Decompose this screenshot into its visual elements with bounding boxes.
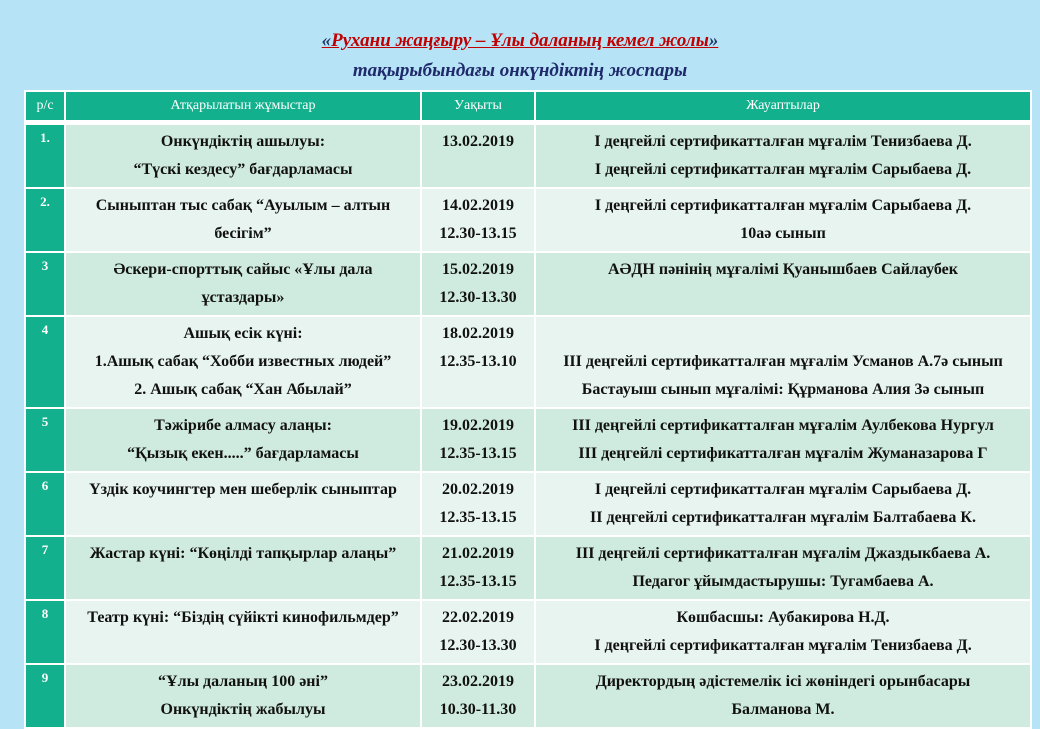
- table-header-row: [26, 92, 1030, 123]
- table-row: [26, 125, 1030, 187]
- work-line: бесігім”: [214, 225, 272, 242]
- responsible-line: ІІ деңгейлі сертификатталған мұғалім Балтабаева К.: [590, 509, 976, 526]
- work-line: “Ұлы даланың 100 әні”: [158, 673, 328, 690]
- time-line: 18.02.2019: [442, 325, 514, 342]
- time-cell: [422, 189, 534, 251]
- work-cell: [66, 473, 420, 535]
- responsible-line: Балманова М.: [731, 701, 835, 718]
- responsible-line: Көшбасшы: Аубакирова Н.Д.: [676, 609, 890, 626]
- time-line: 12.30-13.30: [439, 289, 517, 306]
- responsible-cell: [536, 473, 1030, 535]
- time-cell: [422, 473, 534, 535]
- responsible-cell: [536, 665, 1030, 727]
- responsible-line: Директордың әдістемелік ісі жөніндегі орынбасары: [595, 673, 971, 690]
- responsible-line: І деңгейлі сертификатталған мұғалім Тенизбаева Д.: [594, 637, 972, 654]
- responsible-cell: [536, 317, 1030, 407]
- work-cell: [66, 537, 420, 599]
- responsible-line: [538, 320, 1028, 348]
- time-line: 10.30-11.30: [439, 701, 517, 718]
- work-line: Жастар күні: “Көңілді тапқырлар алаңы”: [89, 545, 397, 562]
- time-cell: [422, 537, 534, 599]
- time-line: 22.02.2019: [442, 609, 514, 626]
- responsible-line: ІІІ деңгейлі сертификатталған мұғалім Усманов А.7ә сынып: [563, 353, 1003, 370]
- work-line: Үздік коучингтер мен шеберлік сыныптар: [89, 481, 397, 498]
- column-header-number: р/с: [26, 92, 64, 123]
- time-line: 12.35-13.15: [439, 573, 517, 590]
- work-line: “Қызық екен.....” бағдарламасы: [127, 445, 359, 462]
- plan-subtitle: тақырыбындағы онкүндіктің жоспары: [352, 60, 688, 81]
- table-row: [26, 189, 1030, 251]
- work-line: Әскери-спорттық сайыс «Ұлы дала: [113, 261, 373, 278]
- responsible-line: АӘДН пәнінің мұғалімі Қуанышбаев Сайлаубек: [608, 261, 958, 278]
- time-line: 12.35-13.10: [439, 353, 517, 370]
- plan-title: [0, 30, 1040, 52]
- time-line: 20.02.2019: [442, 481, 514, 498]
- time-line: 21.02.2019: [442, 545, 514, 562]
- table-row: [26, 601, 1030, 663]
- responsible-cell: [536, 409, 1030, 471]
- work-line: Онкүндіктің ашылуы:: [160, 133, 326, 150]
- responsible-line: Бастауыш сынып мұғалімі: Құрманова Алия 3ә сынып: [581, 381, 985, 398]
- time-line: 19.02.2019: [442, 417, 514, 434]
- responsible-cell: [536, 189, 1030, 251]
- time-line: 14.02.2019: [442, 197, 514, 214]
- plan-table: [24, 90, 1032, 729]
- column-header-time: Уақыты: [422, 92, 534, 123]
- work-cell: [66, 601, 420, 663]
- time-line: 12.35-13.15: [439, 445, 517, 462]
- row-number: 1.: [26, 125, 64, 187]
- responsible-line: І деңгейлі сертификатталған мұғалім Сарыбаева Д.: [594, 481, 972, 498]
- responsible-line: ІІІ деңгейлі сертификатталған мұғалім Жуманазарова Г: [578, 445, 988, 462]
- time-cell: [422, 601, 534, 663]
- table-row: [26, 409, 1030, 471]
- work-cell: [66, 125, 420, 187]
- work-line: Театр күні: “Біздің сүйікті кинофильмдер”: [87, 609, 399, 626]
- responsible-line: ІІІ деңгейлі сертификатталған мұғалім Аулбекова Нургул: [572, 417, 994, 434]
- responsible-line: І деңгейлі сертификатталған мұғалім Тенизбаева Д.: [594, 133, 972, 150]
- work-cell: [66, 253, 420, 315]
- title-open-quote: «: [321, 30, 332, 51]
- time-cell: [422, 665, 534, 727]
- work-line: Ашық есік күні:: [183, 325, 303, 342]
- work-line: 1.Ашық сабақ “Хобби известных людей”: [94, 353, 392, 370]
- work-line: Сыныптан тыс сабақ “Ауылым – алтын: [95, 197, 391, 214]
- time-cell: [422, 317, 534, 407]
- work-line: 2. Ашық сабақ “Хан Абылай”: [134, 381, 352, 398]
- row-number: 7: [26, 537, 64, 599]
- row-number: 4: [26, 317, 64, 407]
- work-cell: [66, 409, 420, 471]
- table-row: [26, 253, 1030, 315]
- time-cell: [422, 125, 534, 187]
- table-row: [26, 317, 1030, 407]
- responsible-cell: [536, 537, 1030, 599]
- time-cell: [422, 409, 534, 471]
- responsible-line: ІІІ деңгейлі сертификатталған мұғалім Джаздыкбаева А.: [575, 545, 991, 562]
- time-line: 15.02.2019: [442, 261, 514, 278]
- work-line: Тәжірибе алмасу алаңы:: [154, 417, 332, 434]
- responsible-cell: [536, 601, 1030, 663]
- column-header-responsible: Жауаптылар: [536, 92, 1030, 123]
- title-text: Рухани жаңғыру – Ұлы даланың кемел жолы: [331, 30, 709, 51]
- work-line: “Түскі кездесу” бағдарламасы: [133, 161, 353, 178]
- responsible-line: І деңгейлі сертификатталған мұғалім Сарыбаева Д.: [594, 197, 972, 214]
- work-cell: [66, 189, 420, 251]
- time-line: 13.02.2019: [442, 133, 514, 150]
- responsible-line: 10аә сынып: [740, 225, 826, 242]
- title-close-quote: »: [708, 30, 719, 51]
- column-header-work: Атқарылатын жұмыстар: [66, 92, 420, 123]
- work-line: ұстаздары»: [201, 289, 285, 306]
- time-line: 23.02.2019: [442, 673, 514, 690]
- responsible-cell: [536, 253, 1030, 315]
- work-cell: [66, 317, 420, 407]
- responsible-line: І деңгейлі сертификатталған мұғалім Сарыбаева Д.: [594, 161, 972, 178]
- time-line: 12.30-13.15: [439, 225, 517, 242]
- work-line: Онкүндіктің жабылуы: [160, 701, 326, 718]
- time-line: 12.30-13.30: [439, 637, 517, 654]
- row-number: 6: [26, 473, 64, 535]
- time-line: 12.35-13.15: [439, 509, 517, 526]
- responsible-cell: [536, 125, 1030, 187]
- work-cell: [66, 665, 420, 727]
- table-row: [26, 473, 1030, 535]
- row-number: 8: [26, 601, 64, 663]
- time-cell: [422, 253, 534, 315]
- row-number: 5: [26, 409, 64, 471]
- row-number: 3: [26, 253, 64, 315]
- table-row: [26, 665, 1030, 727]
- row-number: 2.: [26, 189, 64, 251]
- table-row: [26, 537, 1030, 599]
- row-number: 9: [26, 665, 64, 727]
- responsible-line: Педагог ұйымдастырушы: Тугамбаева А.: [632, 573, 934, 590]
